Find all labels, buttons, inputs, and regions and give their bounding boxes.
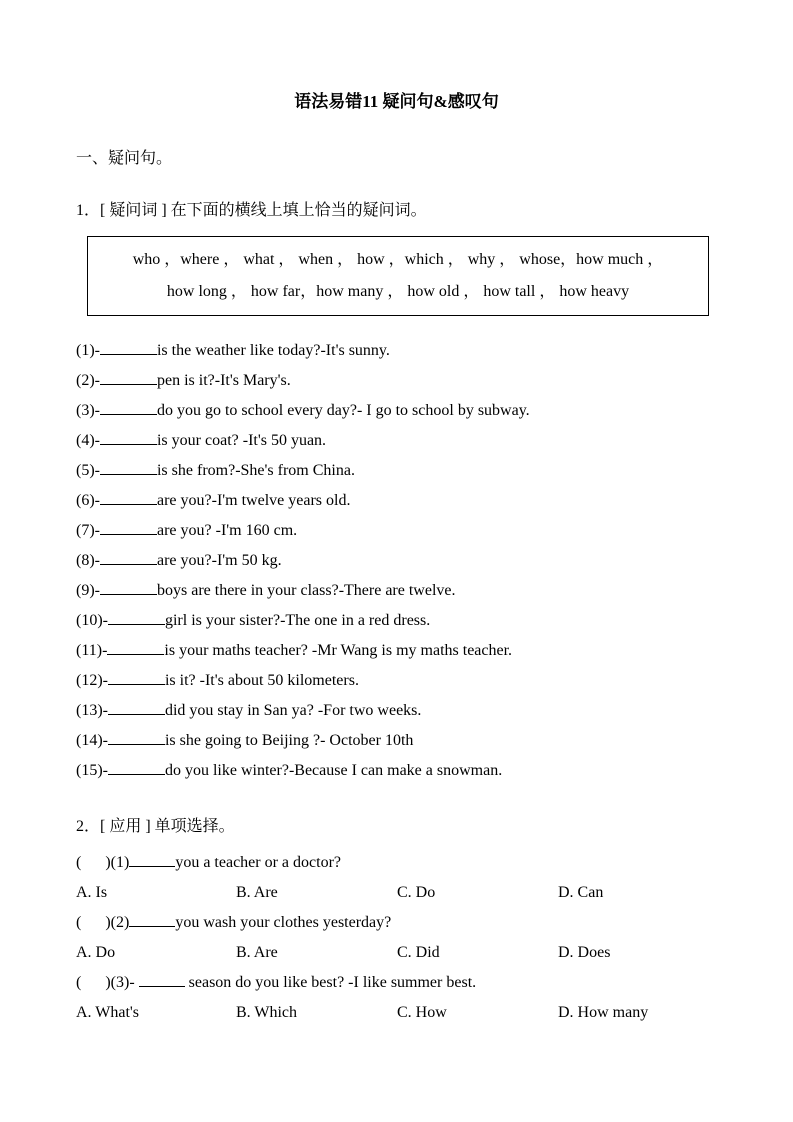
mc-stem-suffix: season do you like best? -I like summer best. xyxy=(184,974,477,991)
fill-blank-item xyxy=(76,426,717,456)
mc-option-a: A. What's xyxy=(76,1004,140,1021)
mc-question-stem xyxy=(76,968,717,998)
mc-stem-suffix: you a teacher or a doctor? xyxy=(175,854,341,871)
item-text: girl is your sister?-The one in a red dress. xyxy=(164,612,431,629)
fill-blank-item xyxy=(76,456,717,486)
mc-option-a: A. Do xyxy=(76,944,116,961)
mc-stem-prefix: ( )(2) xyxy=(76,914,130,931)
answer-blank xyxy=(139,973,185,987)
fill-blank-item xyxy=(76,546,717,576)
mc-option-d: D. Does xyxy=(558,944,611,961)
item-number: (8)- xyxy=(76,552,100,569)
answer-blank xyxy=(100,431,157,445)
mc-option-d: D. Can xyxy=(558,884,604,901)
item-text: is she going to Beijing ?- October 10th xyxy=(164,732,414,749)
item-text: did you stay in San ya? -For two weeks. xyxy=(164,702,422,719)
fill-blank-item xyxy=(76,666,717,696)
answer-blank xyxy=(100,521,157,535)
item-text: pen is it?-It's Mary's. xyxy=(156,372,291,389)
item-text: is the weather like today?-It's sunny. xyxy=(156,342,390,359)
item-number: (12)- xyxy=(76,672,108,689)
mc-question-stem xyxy=(76,908,717,938)
item-number: (1)- xyxy=(76,342,100,359)
answer-blank xyxy=(108,731,165,745)
fill-blank-list xyxy=(76,336,717,786)
mc-question-stem xyxy=(76,848,717,878)
answer-blank xyxy=(100,371,157,385)
fill-blank-item xyxy=(76,636,717,666)
fill-blank-item xyxy=(76,486,717,516)
answer-blank xyxy=(100,491,157,505)
page-title: 语法易错11 疑问句&感叹句 xyxy=(294,92,499,111)
item-number: (11)- xyxy=(76,642,108,659)
item-number: (15)- xyxy=(76,762,108,779)
answer-blank xyxy=(129,913,175,927)
mc-option-b: B. Are xyxy=(236,944,278,961)
fill-blank-item xyxy=(76,756,717,786)
item-text: do you like winter?-Because I can make a snowman. xyxy=(164,762,503,779)
item-number: (2)- xyxy=(76,372,100,389)
answer-blank xyxy=(108,671,165,685)
mc-stem-suffix: you wash your clothes yesterday? xyxy=(175,914,392,931)
answer-blank xyxy=(107,641,164,655)
word-bank-line-2: how long ， how far，how many ， how old ， how tall ， how heavy xyxy=(166,283,630,300)
item-text: is she from?-She's from China. xyxy=(156,462,355,479)
item-number: (7)- xyxy=(76,522,100,539)
item-number: (13)- xyxy=(76,702,108,719)
answer-blank xyxy=(100,461,157,475)
fill-blank-item xyxy=(76,366,717,396)
mc-option-a: A. Is xyxy=(76,884,108,901)
exercise1-instruction: 1．[ 疑问词 ] 在下面的横线上填上恰当的疑问词。 xyxy=(76,202,427,219)
answer-blank xyxy=(100,581,157,595)
mc-option-c: C. Did xyxy=(397,944,440,961)
mc-option-c: C. Do xyxy=(397,884,436,901)
fill-blank-item xyxy=(76,606,717,636)
fill-blank-item xyxy=(76,576,717,606)
mc-options-row xyxy=(76,998,717,1028)
mc-option-b: B. Which xyxy=(236,1004,298,1021)
mc-options-row xyxy=(76,938,717,968)
word-bank-box xyxy=(87,236,709,316)
answer-blank xyxy=(100,401,157,415)
exercise2-section xyxy=(76,816,717,1028)
fill-blank-item xyxy=(76,696,717,726)
answer-blank xyxy=(100,341,157,355)
item-text: is it? -It's about 50 kilometers. xyxy=(164,672,359,689)
answer-blank xyxy=(129,853,175,867)
item-number: (9)- xyxy=(76,582,100,599)
item-number: (14)- xyxy=(76,732,108,749)
fill-blank-item xyxy=(76,396,717,426)
answer-blank xyxy=(108,701,165,715)
answer-blank xyxy=(108,611,165,625)
item-number: (5)- xyxy=(76,462,100,479)
fill-blank-item xyxy=(76,336,717,366)
item-number: (3)- xyxy=(76,402,100,419)
mc-option-c: C. How xyxy=(397,1004,447,1021)
mc-option-d: D. How many xyxy=(558,1004,649,1021)
fill-blank-item xyxy=(76,516,717,546)
item-text: boys are there in your class?-There are twelve. xyxy=(156,582,456,599)
item-text: are you?-I'm 50 kg. xyxy=(156,552,282,569)
item-text: is your coat? -It's 50 yuan. xyxy=(156,432,327,449)
item-text: are you? -I'm 160 cm. xyxy=(156,522,298,539)
fill-blank-item xyxy=(76,726,717,756)
item-number: (10)- xyxy=(76,612,108,629)
mc-stem-prefix: ( )(1) xyxy=(76,854,130,871)
item-text: do you go to school every day?- I go to school by subway. xyxy=(156,402,530,419)
mc-stem-prefix: ( )(3)- xyxy=(76,974,139,991)
item-number: (4)- xyxy=(76,432,100,449)
mc-options-row xyxy=(76,878,717,908)
item-number: (6)- xyxy=(76,492,100,509)
answer-blank xyxy=(108,761,165,775)
item-text: are you?-I'm twelve years old. xyxy=(156,492,351,509)
item-text: is your maths teacher? -Mr Wang is my maths teacher. xyxy=(164,642,513,659)
answer-blank xyxy=(100,551,157,565)
word-bank-line-1: who ，where ， what ， when ， how ，which ， why ， whose，how much ， xyxy=(132,251,664,268)
section-heading: 一、疑问句。 xyxy=(76,150,173,167)
exercise2-instruction: 2．[ 应用 ] 单项选择。 xyxy=(76,818,235,835)
mc-option-b: B. Are xyxy=(236,884,278,901)
